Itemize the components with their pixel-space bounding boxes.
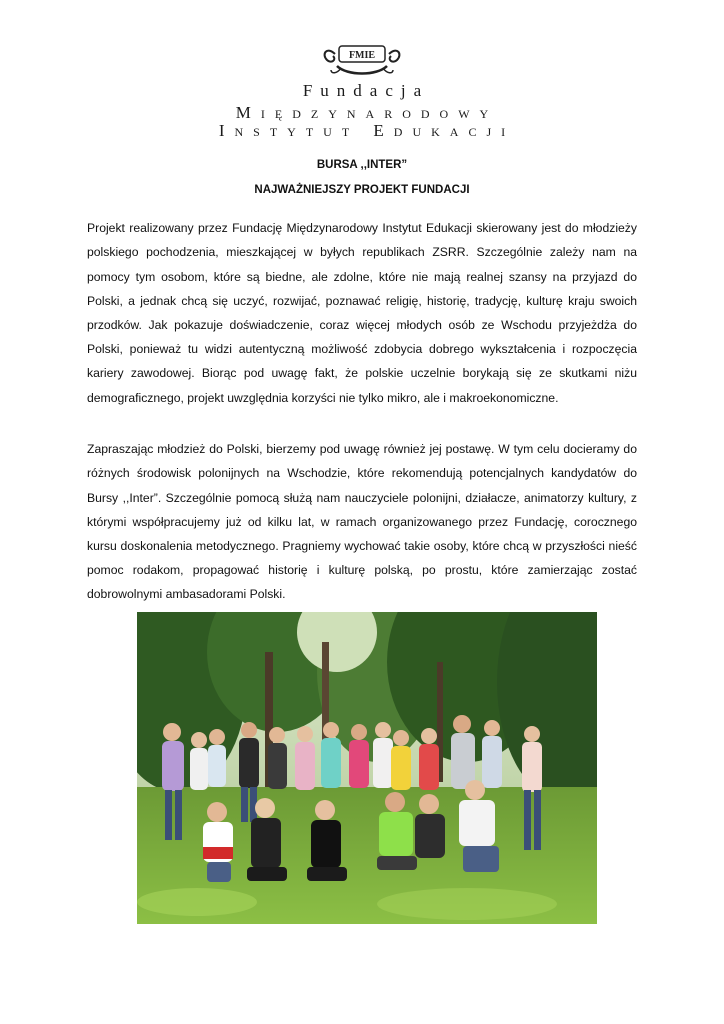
foundation-logo bbox=[0, 40, 724, 140]
paragraph-2: Zapraszając młodzież do Polski, bierzemy pod uwagę również jej postawę. W tym celu docieramy do różnych środowisk polonijnych na Wschodzie, które rekomendują potencjalnych kandydatów do Bursy ,,Inter”. Szczególnie pomocą służą nam nauczyciele polonijni, działacze, animatorzy kultury, z którymi współpracujemy już od kilku lat, w ramach organizowanego przez Fundację, corocznego kursu doskonalenia metodycznego. Pragniemy wychować takie osoby, które chcą w przyszłości nieść pomoc rodakom, propagować historię i kulturę polską, po prostu, które zamierzając zostać dobrowolnymi ambasadorami Polski. bbox=[87, 442, 637, 602]
group-photo-icon bbox=[137, 612, 597, 924]
logo-text-fundacja: Fundacja bbox=[302, 81, 430, 100]
emblem-icon bbox=[317, 40, 407, 80]
group-photo bbox=[137, 612, 597, 924]
logo-text-instytut-edukacji: Instytut Edukacji bbox=[218, 121, 516, 140]
document-title: BURSA ,,INTER” bbox=[316, 159, 408, 171]
emblem-text: FMIE bbox=[348, 50, 376, 61]
paragraph-1: Projekt realizowany przez Fundację Międzynarodowy Instytut Edukacji skierowany jest do młodzieży polskiego pochodzenia, mieszkającej w byłych republikach ZSRR. Szczególnie zależy nam na pomocy tym osobom, które są biedne, ale zdolne, które nie mają realnej szansy na przyjazd do Polski, a jednak chcą się uczyć, rozwijać, poznawać religię, historię, tradycję, kulturę kraju swoich przodków. Jak pokazuje doświadczenie, coraz więcej młodych osób ze Wschodu przyjeżdża do Polski, ponieważ tu widzi autentyczną możliwość zdobycia dobrego wykształcenia i rozpoczęcia kariery zawodowej. Biorąc pod uwagę fakt, że polskie uczelnie borykają się ze skutkami niżu demograficznego, projekt uwzględnia korzyści nie tylko mikro, ale i makroekonomiczne. bbox=[87, 221, 637, 405]
logo-text-miedzynarodowy: Międzynarodowy bbox=[235, 103, 499, 122]
document-subtitle: NAJWAŻNIEJSZY PROJEKT FUNDACJI bbox=[254, 184, 470, 196]
